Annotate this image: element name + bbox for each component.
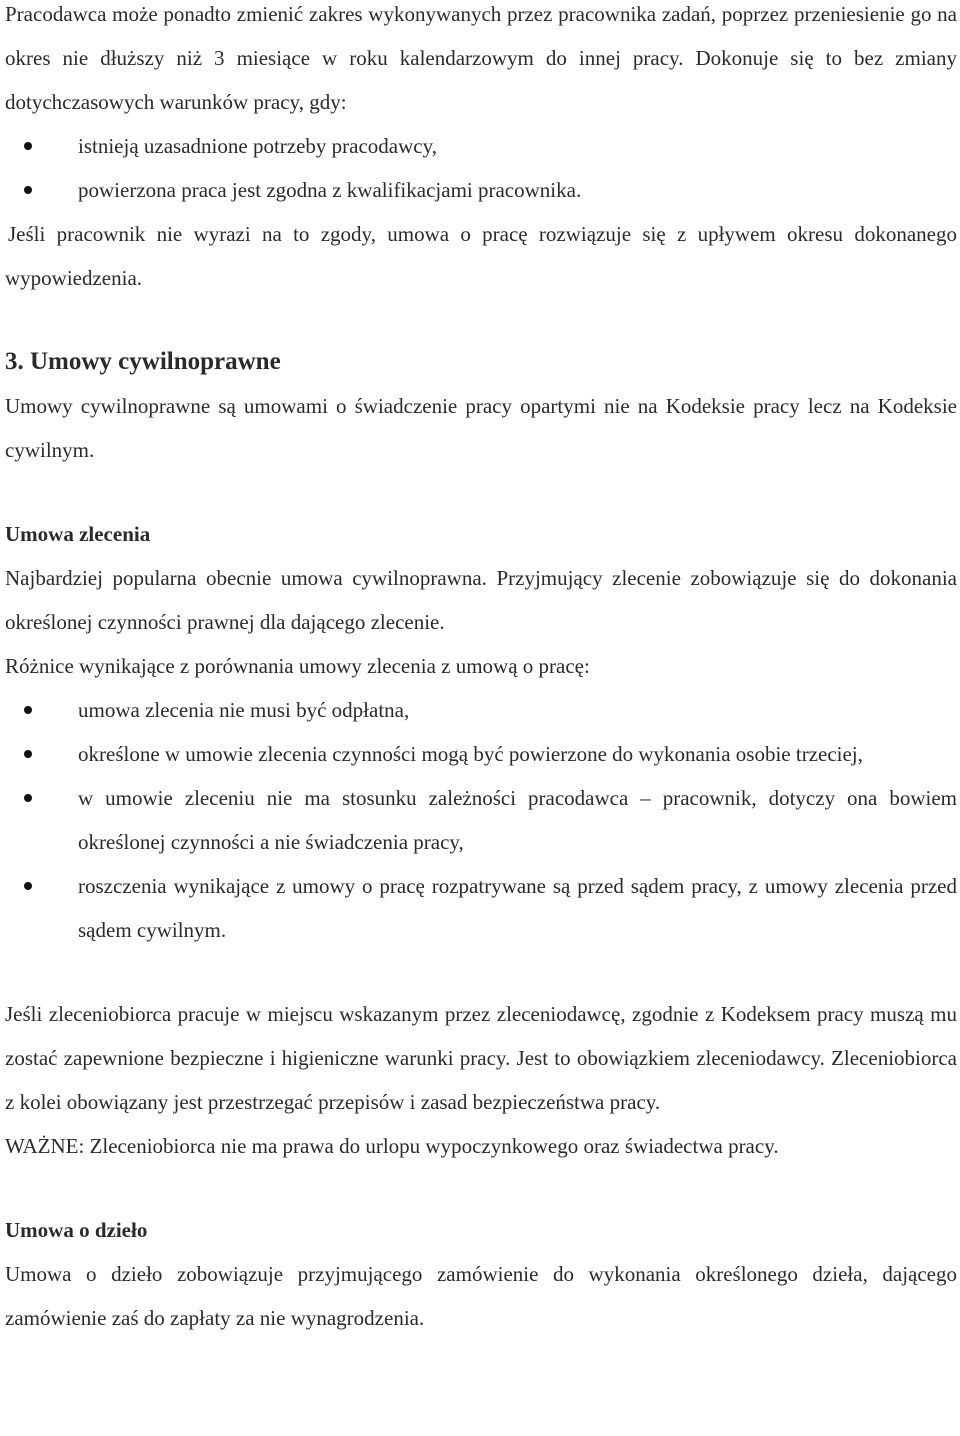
intro-bullet-list [5,124,957,212]
subsection-heading-zlecenie: Umowa zlecenia [5,522,151,546]
bullet-icon [24,186,32,194]
list-item: w umowie zleceniu nie ma stosunku zależności pracodawca – pracownik, dotyczy ona bowiem określonej czynności a nie świadczenia pracy, [5,776,957,864]
list-item: istnieją uzasadnione potrzeby pracodawcy, [5,124,957,168]
list-item: powierzona praca jest zgodna z kwalifikacjami pracownika. [5,168,957,212]
list-item: umowa zlecenia nie musi być odpłatna, [5,688,957,732]
bullet-icon [24,142,32,150]
section-paragraph: Umowy cywilnoprawne są umowami o świadczenie pracy opartymi nie na Kodeksie pracy lecz na Kodeksie cywilnym. [5,394,957,462]
bullet-icon [24,706,32,714]
list-item: roszczenia wynikające z umowy o pracę rozpatrywane są przed sądem pracy, z umowy zlecenia przed sądem cywilnym. [5,864,957,952]
dzielo-paragraph: Umowa o dzieło zobowiązuje przyjmującego zamówienie do wykonania określonego dzieła, dającego zamówienie zaś do zapłaty za nie wynagrodzenia. [5,1262,957,1330]
zlecenie-differences-intro: Różnice wynikające z porównania umowy zlecenia z umową o pracę: [5,654,590,678]
zlecenie-important-note: WAŻNE: Zleceniobiorca nie ma prawa do urlopu wypoczynkowego oraz świadectwa pracy. [5,1134,779,1158]
zlecenie-bullet-list [5,688,957,952]
subsection-heading-dzielo: Umowa o dzieło [5,1218,148,1242]
intro-paragraph: Pracodawca może ponadto zmienić zakres wykonywanych przez pracownika zadań, poprzez przeniesienie go na okres nie dłuższy niż 3 miesiące w roku kalendarzowym do innej pracy. Dokonuje się to bez zmiany dotychczasowych warunków pracy, gdy: [5,2,957,114]
section-heading: 3. Umowy cywilnoprawne [5,348,281,375]
list-item: określone w umowie zlecenia czynności mogą być powierzone do wykonania osobie trzeciej, [5,732,957,776]
bullet-icon [24,794,32,802]
bullet-icon [24,882,32,890]
document-page [5,0,957,1340]
zlecenie-paragraph: Najbardziej popularna obecnie umowa cywilnoprawna. Przyjmujący zlecenie zobowiązuje się do dokonania określonej czynności prawnej dla dającego zlecenie. [5,566,957,634]
intro-paragraph-consent: Jeśli pracownik nie wyrazi na to zgody, umowa o pracę rozwiązuje się z upływem okresu dokonanego wypowiedzenia. [5,222,957,290]
bullet-icon [24,750,32,758]
zlecenie-safety-paragraph: Jeśli zleceniobiorca pracuje w miejscu wskazanym przez zleceniodawcę, zgodnie z Kodeksem pracy muszą mu zostać zapewnione bezpieczne i higieniczne warunki pracy. Jest to obowiązkiem zleceniodawcy. Zleceniobiorca z kolei obowiązany jest przestrzegać przepisów i zasad bezpieczeństwa pracy. [5,1002,957,1114]
